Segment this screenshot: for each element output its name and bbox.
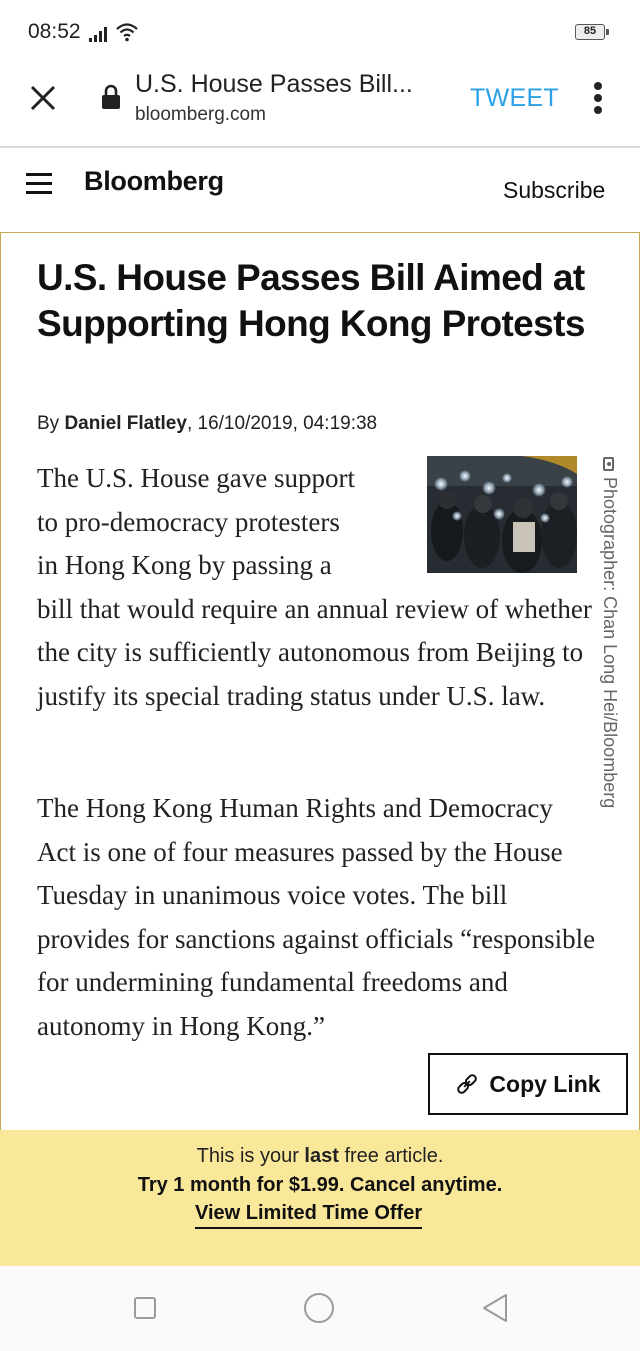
paywall-offer-text: Try 1 month for $1.99. Cancel anytime. [137, 1174, 503, 1196]
url-domain: bloomberg.com [135, 104, 266, 125]
publish-date: , 16/10/2019, 04:19:38 [186, 413, 378, 434]
copy-link-label: Copy Link [489, 1070, 601, 1097]
article-paragraph [37, 457, 607, 718]
article [0, 232, 640, 1130]
page-title: U.S. House Passes Bill... [135, 70, 413, 98]
article-headline: U.S. House Passes Bill Aimed at Supporting Hong Kong Protests [37, 257, 585, 344]
author-name[interactable]: Daniel Flatley [64, 413, 187, 434]
subscribe-link[interactable]: Subscribe [503, 177, 606, 203]
byline [37, 413, 377, 435]
article-paragraph: The Hong Kong Human Rights and Democracy Act is one of four measures passed by the House Tuesday in unanimous voice votes. The bill provides for sanctions against officials “responsible for undermining fundamental freedoms and autonomy in Hong Kong.” [37, 793, 596, 1041]
paywall-notice-prefix: This is your [196, 1145, 305, 1167]
recent-apps-icon[interactable] [134, 1297, 156, 1319]
tweet-button[interactable]: TWEET [470, 84, 559, 112]
paywall-notice [0, 1145, 640, 1168]
paywall-notice-suffix: free article. [338, 1145, 444, 1167]
link-icon [455, 1072, 479, 1096]
lock-icon [101, 84, 121, 110]
close-icon[interactable] [24, 78, 64, 118]
photo-credit-text: Photographer: Chan Long Hei/Bloomberg [600, 477, 620, 809]
paragraph-line: in Hong Kong by passing a [37, 550, 332, 580]
battery-icon: 85 [575, 24, 605, 40]
paywall-notice-bold: last [304, 1145, 339, 1167]
status-time: 08:52 [28, 20, 81, 43]
wifi-icon [115, 21, 139, 43]
site-header [0, 148, 640, 232]
browser-toolbar [0, 62, 640, 148]
more-options-icon[interactable] [588, 78, 608, 118]
byline-prefix: By [37, 413, 65, 434]
paragraph-line: to pro-democracy protesters [37, 506, 340, 537]
copy-link-button[interactable] [428, 1053, 628, 1115]
back-icon[interactable] [480, 1292, 510, 1324]
status-bar [0, 0, 640, 62]
bloomberg-logo[interactable]: Bloomberg [84, 166, 224, 196]
paragraph-line: The U.S. House gave support [37, 463, 355, 493]
hamburger-menu-icon[interactable] [26, 173, 52, 193]
home-icon[interactable] [304, 1293, 334, 1323]
signal-icon [89, 26, 111, 42]
paywall-banner [0, 1130, 640, 1266]
paragraph-text: bill that would require an annual review of whether the city is sufficiently autonomous from Beijing to justify its special trading status under U.S. law. [37, 593, 592, 711]
system-nav-bar [0, 1266, 640, 1351]
view-offer-link[interactable]: View Limited Time Offer [195, 1202, 422, 1229]
